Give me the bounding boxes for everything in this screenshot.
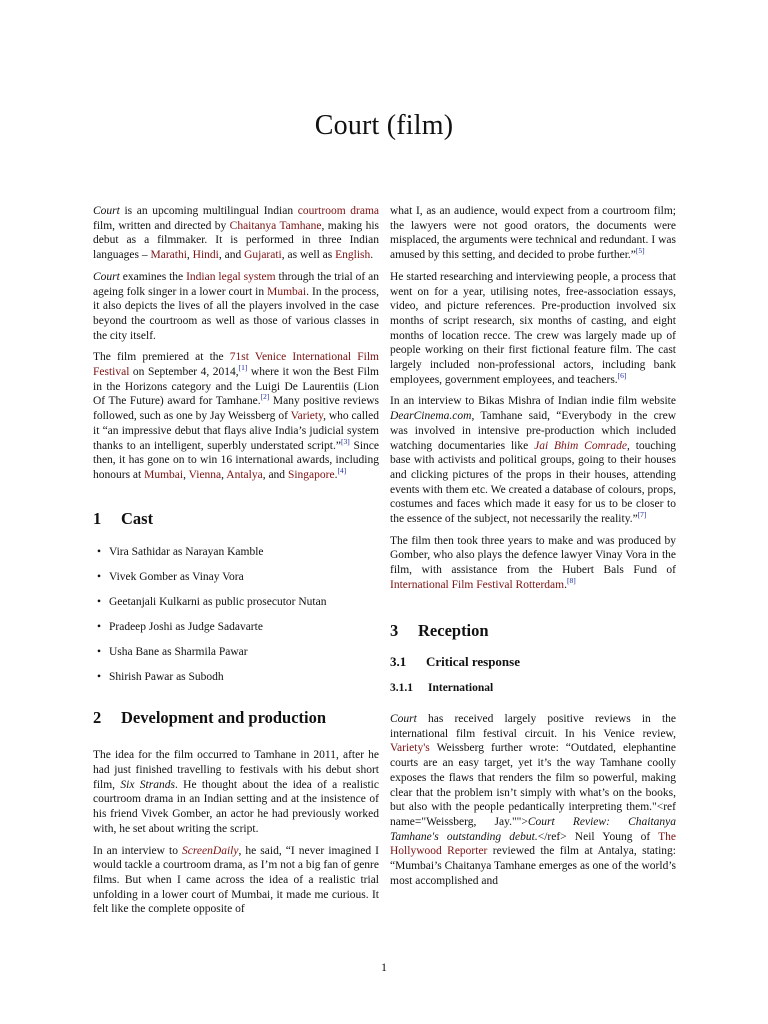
list-item: • Pradeep Joshi as Judge Sadavarte [97,620,263,633]
section-title: Development and production [121,708,327,728]
bullet-icon: • [97,670,102,683]
intro-paragraph-2: Court examines the Indian legal system through the trial of an ageing folk singer in a lower court in Mumbai. In the process, it also depicts the lives of all the players involved in the case beyond the courtroom as well as those of various classes in the city itself. [93,270,379,342]
citation-ref[interactable]: [7] [637,510,647,520]
link-variety[interactable]: Variety's [390,742,430,755]
section-heading-reception [390,621,676,641]
left-column [93,204,379,924]
list-item: • Vivek Gomber as Vinay Vora [97,570,244,583]
link-variety[interactable]: Variety [290,410,324,423]
italic-title: Court Review: Chaitanya Tamhane's outstanding debut. [390,815,676,843]
list-item: • Geetanjali Kulkarni as public prosecutor Nutan [97,595,327,608]
subsubsection-heading-international [390,681,676,696]
link-chaitanya-tamhane[interactable]: Chaitanya Tamhane [229,219,322,232]
bullet-icon: • [97,645,102,658]
citation-ref[interactable]: [3] [340,436,350,446]
film-title-italic: Court [93,270,120,283]
citation-ref[interactable]: [5] [635,246,645,256]
film-title-italic: Court [390,712,417,725]
link-gujarati[interactable]: Gujarati [244,249,282,262]
list-item: • Usha Bane as Sharmila Pawar [97,645,248,658]
page-number: 1 [381,960,387,974]
development-paragraph-3: He started researching and interviewing people, a process that went on for a year, utilising notes, free-association essays, video, and picture references. Pre-production involved six months of script research, six months of casting, and eight months of location recce. The crew was largely made up of people working on their first fictional feature film. The cast largely included non-professional actors, including bank employees, government employees, and teachers.[6] [390,270,676,386]
list-item: • Shirish Pawar as Subodh [97,670,224,683]
link-mumbai[interactable]: Mumbai [267,285,307,298]
citation-ref[interactable]: [1] [238,363,248,373]
link-marathi[interactable]: Marathi [150,249,187,262]
development-paragraph-5: The film then took three years to make and was produced by Gomber, who also plays the defence lawyer Vinay Vora in the film, with assistance from the Hubert Bals Fund of International Film Festival Rotterdam.[8] [390,534,676,591]
right-column [390,204,676,895]
subsection-title: Critical response [426,653,520,669]
italic-title: Six Strands [120,778,175,791]
development-paragraph-4: In an interview to Bikas Mishra of Indian indie film website DearCinema.com, Tamhane said, “Everybody in the crew was involved in intensive pre-production which included watching documentaries like Jai Bhim Comrade, touching base with activists and political groups, going to their houses and clicking pictures of the props in their houses, attending events with them etc. We created a database of colours, props, costumes and faces which made it easy for us to be closer to the essence of the subject, not necessarily the reality.”[7] [390,395,676,526]
subsubsection-title: International [428,682,494,695]
section-number: 2 [93,708,102,728]
film-title-italic: Court [93,205,120,217]
link-singapore[interactable]: Singapore [287,468,335,481]
section-heading-cast [93,509,379,529]
link-english[interactable]: English [335,249,371,262]
link-jai-bhim-comrade[interactable]: Jai Bhim Comrade [534,439,627,452]
section-title: Reception [418,620,489,640]
section-heading-development [93,708,379,728]
section-number: 3 [390,620,399,640]
page-title: Court (film) [314,110,454,141]
citation-ref[interactable]: [8] [566,576,576,586]
bullet-icon: • [97,595,102,608]
intro-paragraph-1: Court is an upcoming multilingual Indian courtroom drama film, written and directed by Chaitanya Tamhane, making his debut as a filmmaker. It is performed in three Indian languages – Marathi, Hindi, and Gujarati, as well as English. [93,205,379,262]
link-hollywood-reporter[interactable]: The Hollywood Reporter [390,830,677,858]
development-paragraph-2: In an interview to ScreenDaily, he said, “I never imagined I would tackle a courtroom drama, as I’m not a big fan of genre films. But when I came across the idea of a realistic trial unfolding in a lower court of Mumbai, it made me curious. It felt like the complete opposite of [93,844,379,916]
subsection-number: 3.1 [390,653,407,669]
list-item: • Vira Sathidar as Narayan Kamble [97,545,264,558]
citation-ref[interactable]: [4] [337,466,347,476]
bullet-icon: • [97,570,102,583]
citation-ref[interactable]: [2] [260,392,270,402]
subsubsection-number: 3.1.1 [390,682,413,695]
subsection-heading-critical-response [390,655,676,670]
citation-ref[interactable]: [6] [617,370,627,380]
reception-paragraph-1: Court has received largely positive reviews in the international film festival circuit. In his Venice review, Variety's Weissberg further wrote: “Outdated, elephantine courts are an easy target, yet it’s the way Tamhane coolly exposes the flaws that renders the film so powerful, making clear that the problem isn’t simply with what’s on the books, but also with the people pedantically interpreting them."<ref name="Weissberg, Jay."">Court Review: Chaitanya Tamhane's outstanding debut.</ref> Neil Young of The Hollywood Reporter reviewed the film at Antalya, stating: “Mumbai’s Chaitanya Tamhane emerges as one of the world’s most accomplished and [390,712,677,887]
link-indian-legal-system[interactable]: Indian legal system [186,270,276,283]
link-iffr[interactable]: International Film Festival Rotterdam [390,578,565,591]
italic-title: DearCinema.com [390,410,472,423]
link-mumbai[interactable]: Mumbai [144,468,184,481]
section-number: 1 [93,508,102,528]
bullet-icon: • [97,620,102,633]
link-screendaily[interactable]: ScreenDaily [182,844,239,857]
link-venice-festival[interactable]: 71st Venice International Film Festival [93,351,379,379]
development-paragraph-2-continued: what I, as an audience, would expect from a courtroom film; the lawyers were not good orators, the documents were misplaced, the arguments were technical and redundant. I was amused by this setting, and decided to probe further.”[5] [390,205,676,262]
development-paragraph-1: The idea for the film occurred to Tamhane in 2011, after he had just finished travelling to festivals with his debut short film, Six Strands. He thought about the idea of a realistic courtroom drama in an Indian setting and at the insistence of his friend Vivek Gomber, an actor he had previously worked with, he set about writing the script. [93,749,379,835]
link-hindi[interactable]: Hindi [192,249,219,262]
link-antalya[interactable]: Antalya [226,468,263,481]
cast-list [93,545,379,685]
section-title: Cast [121,508,154,528]
intro-paragraph-3: The film premiered at the 71st Venice International Film Festival on September 4, 2014,[1] where it won the Best Film in the Horizons category and the Luigi De Laurentiis (Lion Of The Future) award for Tamhane.[2] Many positive reviews followed, such as one by Jay Weissberg of Variety, who called it “an impressive debut that flays alive India’s judicial system thanks to an intelligent, superbly understated script.”[3] Since then, it has gone on to win 16 international awards, including honours at Mumbai, Vienna, Antalya, and Singapore.[4] [93,351,380,481]
link-courtroom-drama[interactable]: courtroom drama [297,205,379,217]
bullet-icon: • [97,545,102,558]
link-vienna[interactable]: Vienna [188,468,222,481]
